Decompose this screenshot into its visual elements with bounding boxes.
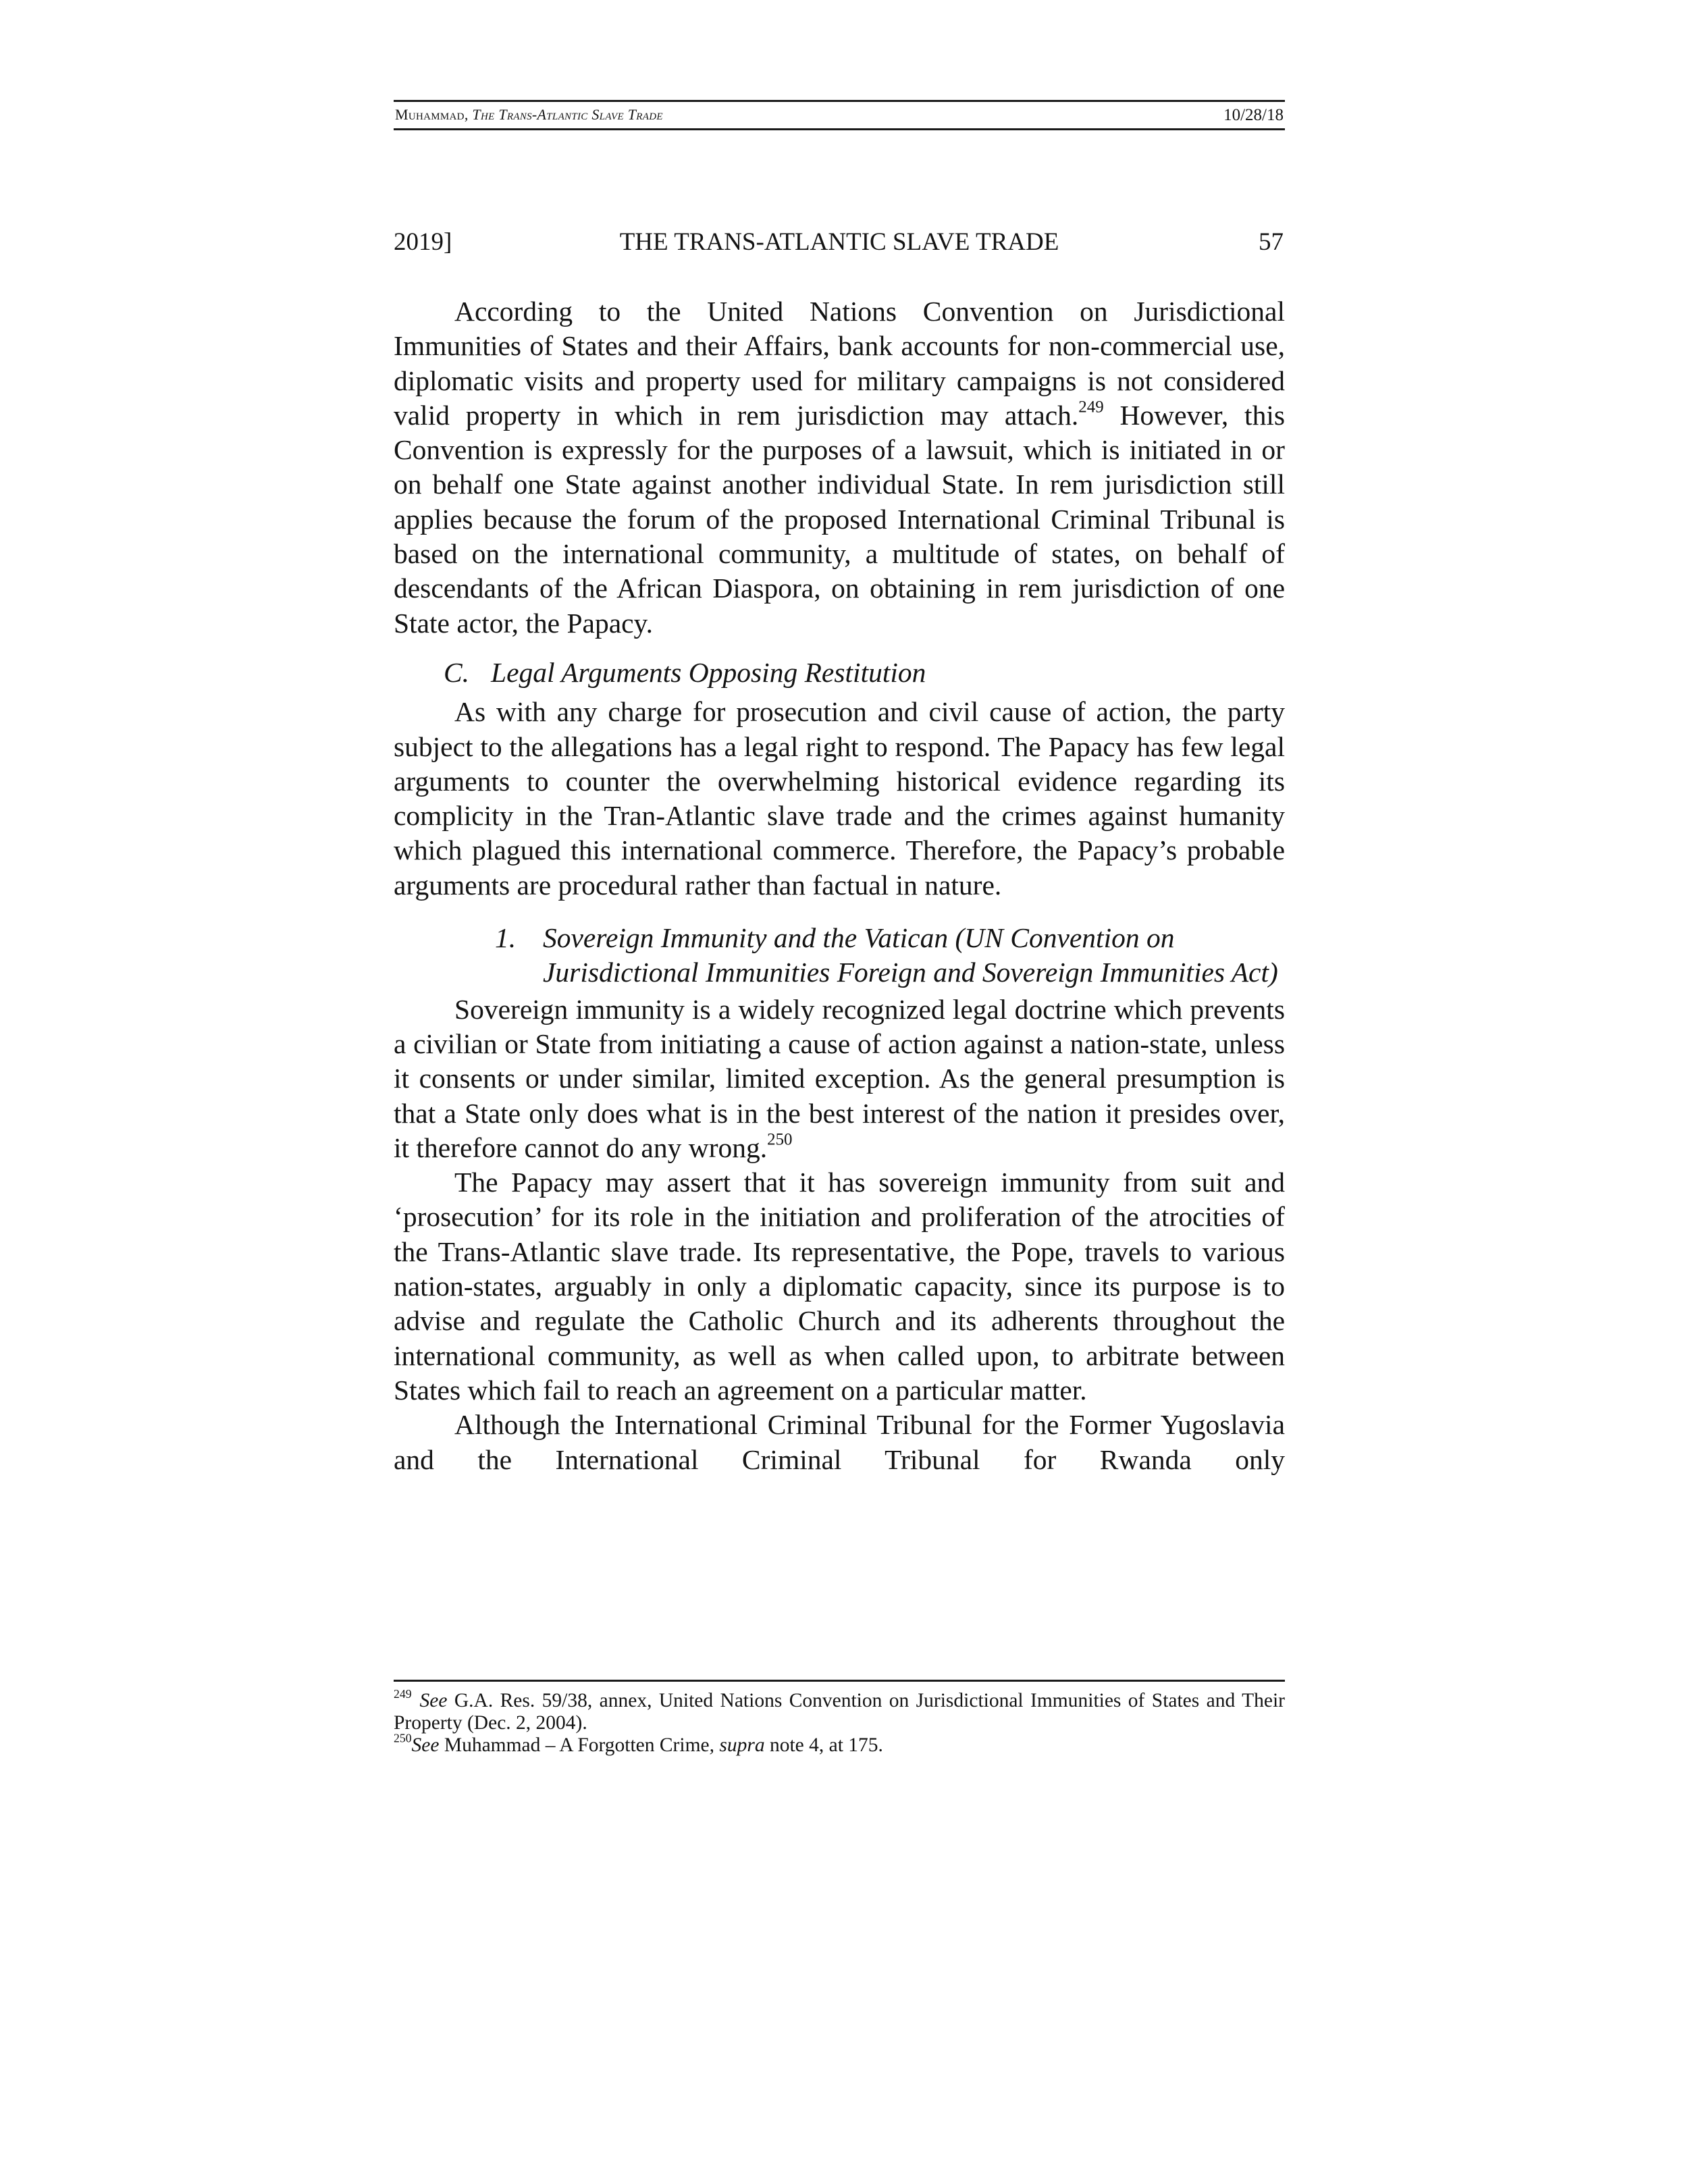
- paragraph-2: As with any charge for prosecution and civil cause of action, the party subject to the allegations has a legal right to respond. The Papacy has few legal arguments to counter the overwhelming historical evidence regarding its complicity in the Tran-Atlantic slave trade and the crimes against humanity which plagued this international commerce. Therefore, the Papacy’s probable arguments are procedural rather than factual in nature.: [394, 696, 1285, 901]
- paragraph-1-text: According to the United Nations Convention on Jurisdictional Immunities of States and their Affairs, bank accounts for non-commercial use, diplomatic visits and property used for military campaigns is not considered valid property in which in rem jurisdiction may attach.: [394, 296, 1285, 431]
- footnote-249-signal: See: [419, 1690, 448, 1711]
- footnote-249-number: 249: [394, 1686, 412, 1701]
- footnote-250-comma: ,: [709, 1734, 714, 1756]
- page-head-year: 2019]: [394, 228, 452, 256]
- footnote-249: [394, 1686, 1285, 1734]
- footnote-250-signal: See: [411, 1734, 440, 1756]
- section-heading-c-text: Legal Arguments Opposing Restitution: [491, 656, 926, 688]
- footnote-250: [394, 1731, 1285, 1757]
- paragraph-3-text: Sovereign immunity is a widely recognized legal doctrine which prevents a civilian or State from initiating a cause of action against a nation-state, unless it consents or under similar, limited exception. As the general presumption is that a State only does what is in the best interest of the nation it presides over, it therefore cannot do any wrong.: [394, 993, 1285, 1163]
- paragraph-4: The Papacy may assert that it has sovereign immunity from suit and ‘prosecution’ for its role in the initiation and proliferation of the atrocities of the Trans-Atlantic slave trade. Its representative, the Pope, travels to various nation-states, arguably in only a diplomatic capacity, since its purpose is to advise and regulate the Catholic Church and its adherents throughout the international community, as well as when called upon, to arbitrate between States which fail to reach an agreement on a particular matter.: [394, 1167, 1285, 1406]
- footnote-ref-249[interactable]: 249: [1078, 398, 1104, 417]
- page-number: 57: [1259, 228, 1284, 256]
- section-heading-c: [394, 641, 1285, 695]
- footnote-250-number: 250: [394, 1731, 412, 1745]
- running-header: [394, 100, 1285, 130]
- running-header-author: Muhammad: [395, 106, 465, 123]
- subsection-heading-1-text: Sovereign Immunity and the Vatican (UN Convention on Jurisdictional Immunities Foreign and Sovereign Immunities Act): [543, 922, 1278, 988]
- footnote-249-text: G.A. Res. 59/38, annex, United Nations Convention on Jurisdictional Immunities of States and Their Property (Dec. 2, 2004).: [394, 1690, 1285, 1734]
- footnotes: [394, 1686, 1285, 1757]
- footnote-250-text-after: note 4, at 175.: [769, 1734, 883, 1756]
- footnote-250-supra: supra: [719, 1734, 765, 1756]
- subsection-heading-1: [394, 903, 1285, 992]
- paragraph-1: [394, 294, 1285, 641]
- section-heading-c-label: C.: [444, 656, 470, 688]
- paragraph-3: [394, 992, 1285, 1165]
- paragraph-5: Although the International Criminal Tribunal for the Former Yugoslavia and the International Criminal Tribunal for Rwanda only: [394, 1409, 1285, 1475]
- body-text: [394, 294, 1285, 1477]
- running-header-citation: [395, 106, 663, 124]
- paragraph-1-text-after: However, this Convention is expressly for the purposes of a lawsuit, which is initiated in or on behalf one State against another individual State. In rem jurisdiction still applies because the forum of the proposed International Criminal Tribunal is based on the international community, a multitude of states, on behalf of descendants of the African Diaspora, on obtaining in rem jurisdiction of one State actor, the Papacy.: [394, 399, 1285, 639]
- subsection-heading-1-label: 1.: [495, 922, 517, 954]
- footnote-separator: [394, 1680, 1285, 1682]
- running-header-short-title: The Trans-Atlantic Slave Trade: [472, 106, 663, 123]
- footnote-250-text: Muhammad – A Forgotten Crime: [444, 1734, 710, 1756]
- page-head-title: THE TRANS-ATLANTIC SLAVE TRADE: [619, 228, 1059, 256]
- footnote-ref-250[interactable]: 250: [767, 1130, 793, 1149]
- running-header-separator: ,: [464, 106, 473, 123]
- running-header-date: 10/28/18: [1223, 106, 1284, 124]
- page-head: [394, 228, 1285, 261]
